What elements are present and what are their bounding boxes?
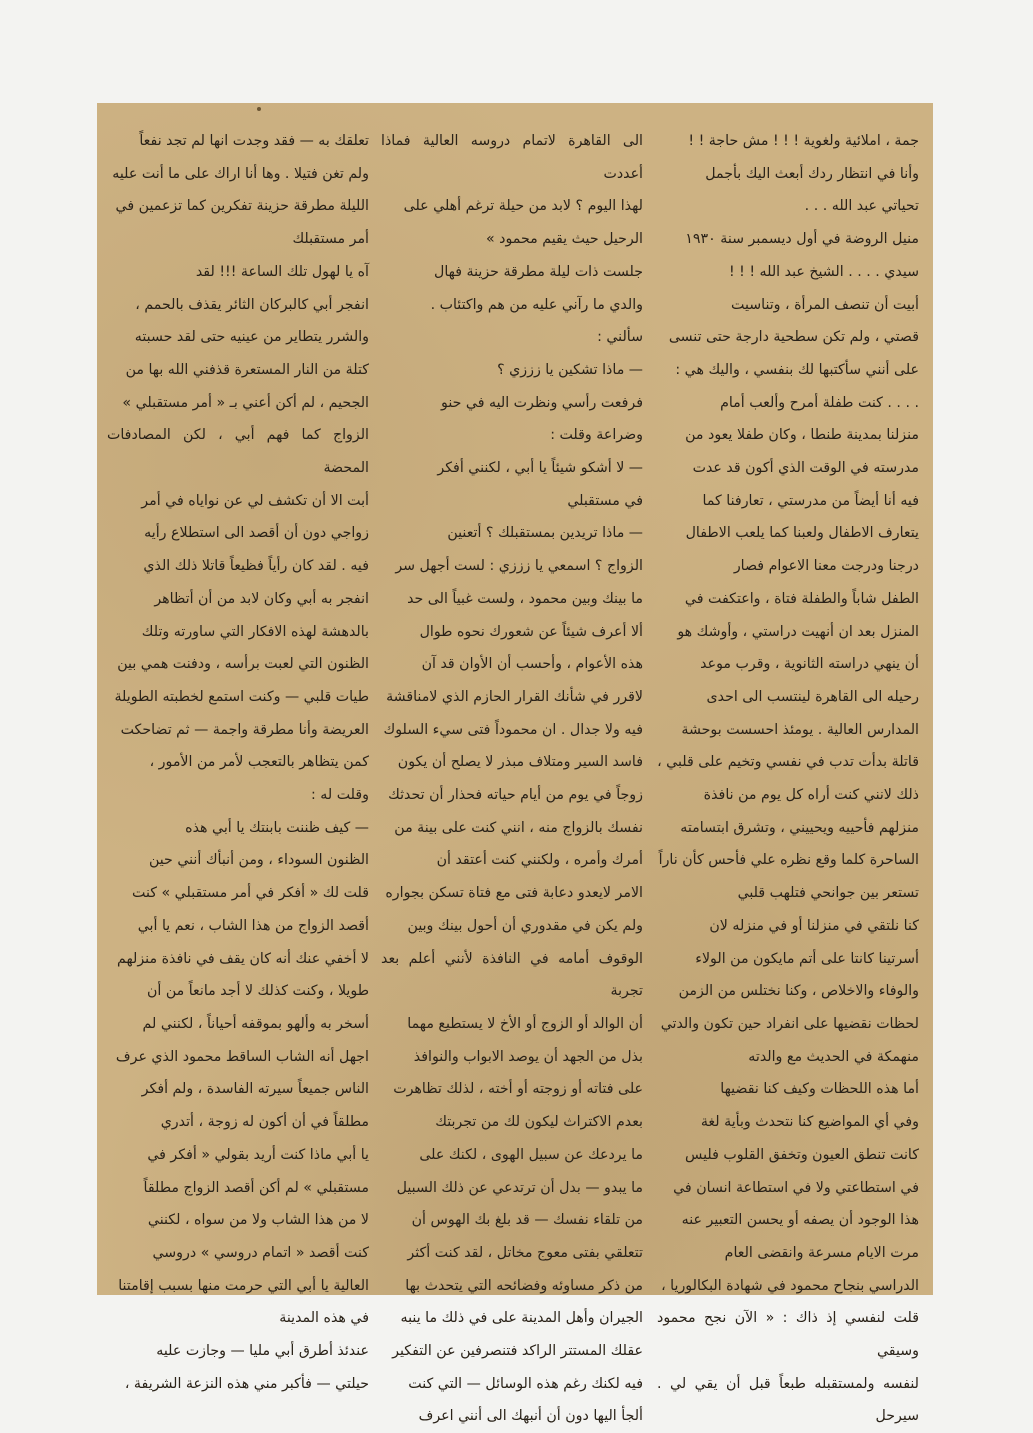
text-line: الناس جميعاً سيرته الفاسدة ، ولم أفكر <box>141 1081 369 1098</box>
text-line: مستقبلي » لم أكن أقصد الزواج مطلقاً <box>143 1179 369 1196</box>
text-line: يتعارف الاطفال ولعبنا كما يلعب الاطفال <box>685 525 919 542</box>
text-line: انفجر به أبي وكان لابد من أن أتظاهر <box>154 590 369 607</box>
text-line: المدارس العالية . يومئذ احسست بوحشة <box>681 721 919 738</box>
text-line: تستعر بين جوانحي فتلهب قلبي <box>737 885 919 902</box>
text-line: بعدم الاكتراث ليكون لك من تجربتك <box>435 1114 643 1131</box>
text-line: لا من هذا الشاب ولا من سواه ، لكنني <box>147 1212 369 1229</box>
text-line: أبت الا أن تكشف لي عن نواياه في أمر <box>141 492 369 509</box>
text-line: وقلت له : <box>311 787 369 804</box>
text-line: بالدهشة لهذه الافكار التي ساورته وتلك <box>141 623 369 640</box>
text-line: في استطاعتي ولا في استطاعة انسان في <box>673 1179 919 1196</box>
text-line: طيات قلبي — وكنت استمع لخطبته الطويلة <box>114 688 369 705</box>
text-line: ولم يكن في مقدوري أن أحول بينك وبين <box>407 917 643 934</box>
text-line: — لا أشكو شيئاً يا أبي ، لكنني أفكر <box>437 460 643 477</box>
page-mark <box>257 107 261 111</box>
text-line: العالية يا أبي التي حرمت منها بسبب إقامتنا <box>118 1277 369 1294</box>
text-line: زواجي دون أن أقصد الى استطلاع رأيه <box>144 525 369 542</box>
text-line: ما يبدو — بدل أن ترتدعي عن ذلك السبيل <box>396 1179 643 1196</box>
text-line: درجنا ودرجت معنا الاعوام فصار <box>733 558 919 575</box>
text-line: أسرتينا كانتا على أتم مايكون من الولاء <box>695 950 919 967</box>
text-line: فيه ولا جدال . ان محموداً فتى سيء السلوك <box>383 721 643 738</box>
text-line: العريضة وأنا مطرقة واجمة — ثم تضاحكت <box>120 721 369 738</box>
text-line: لهذا اليوم ؟ لابد من حيلة ترغم أهلي على <box>403 198 643 215</box>
text-line: لحظات نقضيها على انفراد حين تكون والدتي <box>660 1015 919 1032</box>
text-line: مطلقاً في أن أكون له زوجة ، أتدري <box>160 1114 369 1131</box>
text-line: سيدي . . . . الشيخ عبد الله ! ! ! <box>728 263 919 280</box>
text-line: أن الوالد أو الزوج أو الأخ لا يستطيع مهما <box>407 1015 643 1032</box>
text-line: الليلة مطرقة حزينة تفكرين كما تزعمين في <box>115 198 369 215</box>
text-line: والدي ما رآني عليه من هم واكتئاب . <box>430 296 643 313</box>
text-line: ذلك لانني كنت أراه كل يوم من نافذة <box>703 787 919 804</box>
text-line: وأنا في انتظار ردك أبعث اليك بأجمل <box>705 165 919 182</box>
text-line: — كيف ظننت بابنتك يا أبي هذه <box>185 819 369 836</box>
text-line: طويلا ، وكنت كذلك لا أجد مانعاً من أن <box>146 983 369 1000</box>
text-line: نفسك بالزواج منه ، انني كنت على بينة من <box>394 819 643 836</box>
text-line: عقلك المستتر الراكد فتنصرفين عن التفكير <box>392 1343 643 1360</box>
text-line: أمر مستقبلك <box>292 231 369 248</box>
text-line: الدراسي بنجاح محمود في شهادة البكالوريا ، <box>661 1277 919 1294</box>
text-line: لا أخفي عنك أنه كان يقف في نافذة منزلهم <box>117 950 369 967</box>
text-line: الزواج ؟ اسمعي يا زززي : لست أجهل سر <box>395 558 643 575</box>
text-line: الجحيم ، لم أكن أعني بـ « أمر مستقبلي » <box>122 394 369 411</box>
text-line: جمة ، املائية ولغوية ! ! ! مش حاجة ! ! <box>688 133 919 149</box>
column-right <box>657 125 919 1433</box>
text-line: من ذكر مساوئه وفضائحه التي يتحدث بها <box>405 1277 643 1294</box>
text-line: لاقرر في شأنك القرار الحازم الذي لامناقشة <box>386 688 643 705</box>
text-line: فيه . لقد كان رأياً فظيعاً قاتلا ذلك الذي <box>143 558 369 575</box>
text-line: اجهل أنه الشاب الساقط محمود الذي عرف <box>115 1048 369 1065</box>
text-line: والشرر يتطاير من عينيه حتى لقد حسبته <box>134 329 369 346</box>
text-line: منزلهم فأحييه ويحييني ، وتشرق ابتسامته <box>680 819 919 836</box>
text-line: مرت الايام مسرعة وانقضى العام <box>724 1244 919 1261</box>
text-line: — ماذا تريدين بمستقبلك ؟ أتعنين <box>447 525 643 542</box>
text-line: الزواج كما فهم أبي ، لكن المصادفات المحضة <box>107 427 369 477</box>
text-line: منهمكة في الحديث مع والدته <box>748 1048 919 1065</box>
text-line: رحيله الى القاهرة لينتسب الى احدى <box>706 688 919 705</box>
text-line: كمن يتظاهر بالتعجب لأمر من الأمور ، <box>149 754 369 771</box>
text-line: سألني : <box>597 329 643 346</box>
text-line: جلست ذات ليلة مطرقة حزينة فهال <box>434 263 643 280</box>
column-middle <box>381 125 643 1433</box>
text-line: أمرك وأمره ، ولكنني كنت أعتقد أن <box>436 852 643 869</box>
text-line: كتلة من النار المستعرة قذفني الله بها من <box>125 361 369 378</box>
text-line: يا أبي ماذا كنت أريد بقولي « أفكر في <box>147 1146 369 1163</box>
text-line: الجيران وأهل المدينة على في ذلك ما ينبه <box>400 1310 643 1327</box>
text-line: عندئذ أطرق أبي مليا — وجازت عليه <box>156 1343 369 1360</box>
text-line: أن ينهي دراسته الثانوية ، وقرب موعد <box>700 656 919 673</box>
text-line: فيه لكنك رغم هذه الوسائل — التي كنت <box>408 1375 643 1392</box>
text-line: . . . . كنت طفلة أمرح وألعب أمام <box>720 394 919 411</box>
text-line: مدرسته في الوقت الذي أكون قد عدت <box>692 460 919 477</box>
text-line: على فتاته أو زوجته أو أخته ، لذلك تظاهرت <box>393 1081 643 1098</box>
text-line: الوقوف أمامه في النافذة لأنني أعلم بعد تجربة <box>381 950 643 1000</box>
text-line: حيلتي — فأكبر مني هذه النزعة الشريفة ، <box>124 1375 369 1392</box>
text-line: قاتلة بدأت تدب في نفسي وتخيم على قلبي ، <box>657 754 919 771</box>
text-line: كنا نلتقي في منزلنا أو في منزله لان <box>709 917 919 934</box>
text-line: أما هذه اللحظات وكيف كنا نقضيها <box>720 1081 919 1098</box>
text-line: هذه الأعوام ، وأحسب أن الأوان قد آن <box>421 656 643 673</box>
text-line: المنزل بعد ان أنهيت دراستي ، وأوشك هو <box>677 623 919 640</box>
text-line: قلت لك « أفكر في أمر مستقبلي » كنت <box>132 885 369 902</box>
text-line: بذل من الجهد أن يوصد الابواب والنوافذ <box>413 1048 643 1065</box>
text-line: الرحيل حيث يقيم محمود » <box>485 231 643 248</box>
text-line: ولم تغن فتيلا . وها أنا اراك على ما أنت عليه <box>112 165 369 182</box>
text-line: في هذه المدينة <box>279 1310 369 1327</box>
text-line: والوفاء والاخلاص ، وكنا نختلس من الزمن <box>678 983 919 1000</box>
text-line: كانت تنطق العيون وتخفق القلوب فليس <box>685 1146 919 1163</box>
text-line: الى القاهرة لاتمام دروسه العالية فماذا أعددت <box>381 133 643 182</box>
column-left <box>107 125 369 1400</box>
text-line: ألا أعرف شيئاً عن شعورك نحوه طوال <box>419 623 643 640</box>
text-line: منزلنا بمدينة طنطا ، وكان طفلا يعود من <box>685 427 919 444</box>
text-line: زوجاً في يوم من أيام حياته فحذار أن تحدثك <box>388 787 643 804</box>
newspaper-page <box>97 103 933 1425</box>
text-line: فاسد السير ومتلاف مبذر لا يصلح أن يكون <box>397 754 643 771</box>
text-line: — ماذا تشكين يا زززي ؟ <box>497 361 643 378</box>
text-line: فيه أنا أيضاً من مدرستي ، تعارفنا كما <box>702 492 919 509</box>
text-line: الامر لايعدو دعابة فتى مع فتاة تسكن بجواره <box>385 885 643 902</box>
text-line: لنفسه ولمستقبله طبعاً قبل أن يقي لي . سيرحل <box>657 1375 919 1425</box>
text-line: تحياتي عبد الله . . . <box>804 198 919 215</box>
text-line: أقصد الزواج من هذا الشاب ، نعم يا أبي <box>137 917 369 934</box>
text-line: هذا الوجود أن يصفه أو يحسن التعبير عنه <box>681 1212 919 1229</box>
text-line: ألجأ اليها دون أن أنبهك الى أنني اعرف <box>418 1408 643 1425</box>
text-line: فرفعت رأسي ونظرت اليه في حنو <box>441 394 643 411</box>
text-line: انفجر أبي كالبركان الثائر يقذف بالحمم ، <box>135 296 369 313</box>
text-line: قصتي ، ولم تكن سطحية دارجة حتى تنسى <box>668 329 919 346</box>
text-line: في مستقبلي <box>567 492 643 509</box>
text-line: قلت لنفسي إذ ذاك : « الآن نجح محمود وسيقي <box>657 1310 919 1360</box>
text-line: أبيت أن تنصف المرأة ، وتناسيت <box>731 296 919 313</box>
text-line: وفي أي المواضيع كنا نتحدث وبأية لغة <box>700 1114 919 1131</box>
text-line: الظنون التي لعبت برأسه ، ودفنت همي بين <box>117 656 369 673</box>
text-line: تعلقك به — فقد وجدت انها لم تجد نفعاً <box>139 133 369 149</box>
text-line: على أنني سأكتبها لك بنفسي ، واليك هي : <box>675 361 919 378</box>
text-line: أسخر به وألهو بموقفه أحياناً ، لكنني لم <box>142 1015 369 1032</box>
text-line: الساحرة كلما وقع نظره علي فأحس كأن ناراً <box>658 852 919 869</box>
text-line: منيل الروضة في أول ديسمبر سنة ١٩٣٠ <box>685 231 919 248</box>
text-line: من تلقاء نفسك — قد بلغ بك الهوس أن <box>411 1212 643 1229</box>
text-line: ما بينك وبين محمود ، ولست غبياً الى حد <box>407 590 643 607</box>
text-line: كنت أقصد « اتمام دروسي » دروسي <box>152 1244 369 1261</box>
text-line: تتعلقي بفتى معوج مخاتل ، لقد كنت أكثر <box>407 1244 643 1261</box>
text-line: الظنون السوداء ، ومن أنبأك أنني حين <box>148 852 369 869</box>
text-line: الطفل شاباً والطفلة فتاة ، واعتكفت في <box>684 590 919 607</box>
text-line: ما يردعك عن سبيل الهوى ، لكنك على <box>419 1146 643 1163</box>
text-line: وضراعة وقلت : <box>550 427 643 444</box>
text-line: آه يا لهول تلك الساعة !!! لقد <box>195 263 369 280</box>
